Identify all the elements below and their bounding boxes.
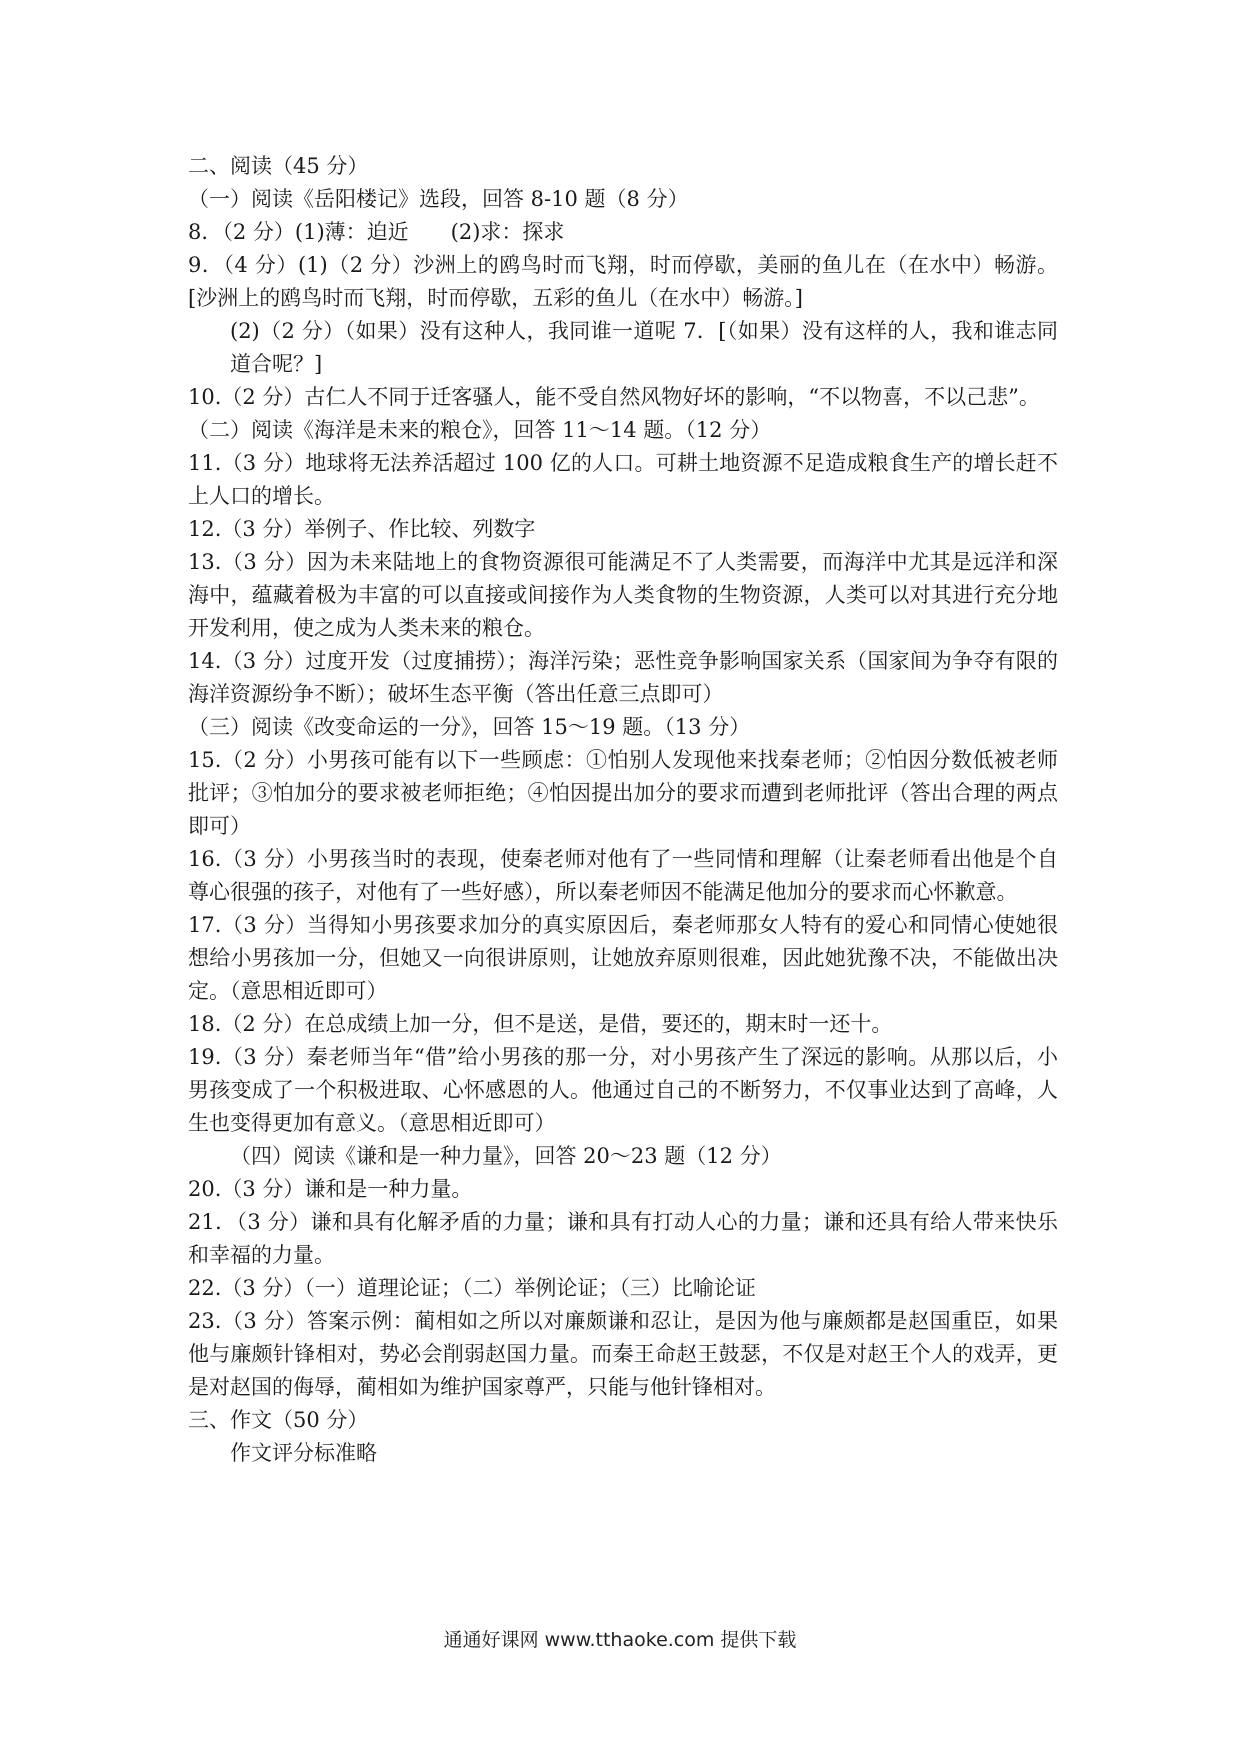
page-footer: 通通好课网 www.tthaoke.com 提供下载 bbox=[443, 1629, 797, 1651]
line-essay-note: 作文评分标准略 bbox=[230, 1441, 377, 1465]
line-answer-9-1: 9．（4 分）(1)（2 分）沙洲上的鸥鸟时而飞翔，时而停歇，美丽的鱼儿在（在水中）畅游。[沙洲上的鸥鸟时而飞翔，时而停歇，五彩的鱼儿（在水中）畅游。] bbox=[188, 253, 1058, 310]
line-answer-20: 20.（3 分）谦和是一种力量。 bbox=[188, 1177, 473, 1201]
line-answer-8: 8．（2 分）(1)薄：迫近 (2)求：探求 bbox=[188, 220, 565, 244]
line-section-three-heading: 三、作文（50 分） bbox=[188, 1408, 369, 1432]
line-section-two-heading: 二、阅读（45 分） bbox=[188, 154, 369, 178]
line-answer-21: 21．（3 分）谦和具有化解矛盾的力量；谦和具有打动人心的力量；谦和还具有给人带来快乐和幸福的力量。 bbox=[188, 1210, 1058, 1267]
line-answer-15: 15.（2 分）小男孩可能有以下一些顾虑：①怕别人发现他来找秦老师；②怕因分数低被老师批评；③怕加分的要求被老师拒绝；④怕因提出加分的要求而遭到老师批评（答出合理的两点即可） bbox=[188, 748, 1058, 838]
line-part-two-heading: （二）阅读《海洋是未来的粮仓》，回答 11～14 题。（12 分） bbox=[188, 418, 772, 442]
line-answer-9-2: (2)（2 分）（如果）没有这种人，我同谁一道呢 7．[（如果）没有这样的人，我和谁志同道合呢？] bbox=[230, 319, 1058, 376]
line-part-three-heading: （三）阅读《改变命运的一分》，回答 15～19 题。（13 分） bbox=[188, 715, 751, 739]
answer-key-body bbox=[188, 150, 1058, 1470]
line-part-four-heading: （四）阅读《谦和是一种力量》，回答 20～23 题（12 分） bbox=[230, 1144, 782, 1168]
line-answer-13: 13.（3 分）因为未来陆地上的食物资源很可能满足不了人类需要，而海洋中尤其是远洋和深海中，蕴藏着极为丰富的可以直接或间接作为人类食物的生物资源，人类可以对其进行充分地开发利用，使之成为人类未来的粮仓。 bbox=[188, 550, 1058, 640]
line-answer-17: 17.（3 分）当得知小男孩要求加分的真实原因后，秦老师那女人特有的爱心和同情心使她很想给小男孩加一分，但她又一向很讲原则，让她放弃原则很难，因此她犹豫不决，不能做出决定。（意思相近即可） bbox=[188, 913, 1058, 1003]
line-part-one-heading: （一）阅读《岳阳楼记》选段，回答 8-10 题（8 分） bbox=[188, 187, 689, 211]
line-answer-22: 22.（3 分）（一）道理论证；（二）举例论证；（三）比喻论证 bbox=[188, 1276, 756, 1300]
line-answer-23: 23.（3 分）答案示例：蔺相如之所以对廉颇谦和忍让，是因为他与廉颇都是赵国重臣，如果他与廉颇针锋相对，势必会削弱赵国力量。而秦王命赵王鼓瑟，不仅是对赵王个人的戏弄，更是对赵国的侮辱，蔺相如为维护国家尊严，只能与他针锋相对。 bbox=[188, 1309, 1058, 1399]
line-answer-18: 18.（2 分）在总成绩上加一分，但不是送，是借，要还的，期末时一还十。 bbox=[188, 1012, 893, 1036]
line-answer-10: 10.（2 分）古仁人不同于迁客骚人，能不受自然风物好坏的影响，“不以物喜，不以己悲”。 bbox=[188, 385, 1040, 409]
line-answer-19: 19.（3 分）秦老师当年“借”给小男孩的那一分，对小男孩产生了深远的影响。从那以后，小男孩变成了一个积极进取、心怀感恩的人。他通过自己的不断努力，不仅事业达到了高峰，人生也变得更加有意义。（意思相近即可） bbox=[188, 1045, 1058, 1135]
line-answer-12: 12.（3 分）举例子、作比较、列数字 bbox=[188, 517, 536, 541]
line-answer-16: 16.（3 分）小男孩当时的表现，使秦老师对他有了一些同情和理解（让秦老师看出他是个自尊心很强的孩子，对他有了一些好感），所以秦老师因不能满足他加分的要求而心怀歉意。 bbox=[188, 847, 1058, 904]
line-answer-14: 14.（3 分）过度开发（过度捕捞）；海洋污染；恶性竞争影响国家关系（国家间为争夺有限的海洋资源纷争不断）；破坏生态平衡（答出任意三点即可） bbox=[188, 649, 1058, 706]
line-answer-11: 11.（3 分）地球将无法养活超过 100 亿的人口。可耕土地资源不足造成粮食生产的增长赶不上人口的增长。 bbox=[188, 451, 1058, 508]
